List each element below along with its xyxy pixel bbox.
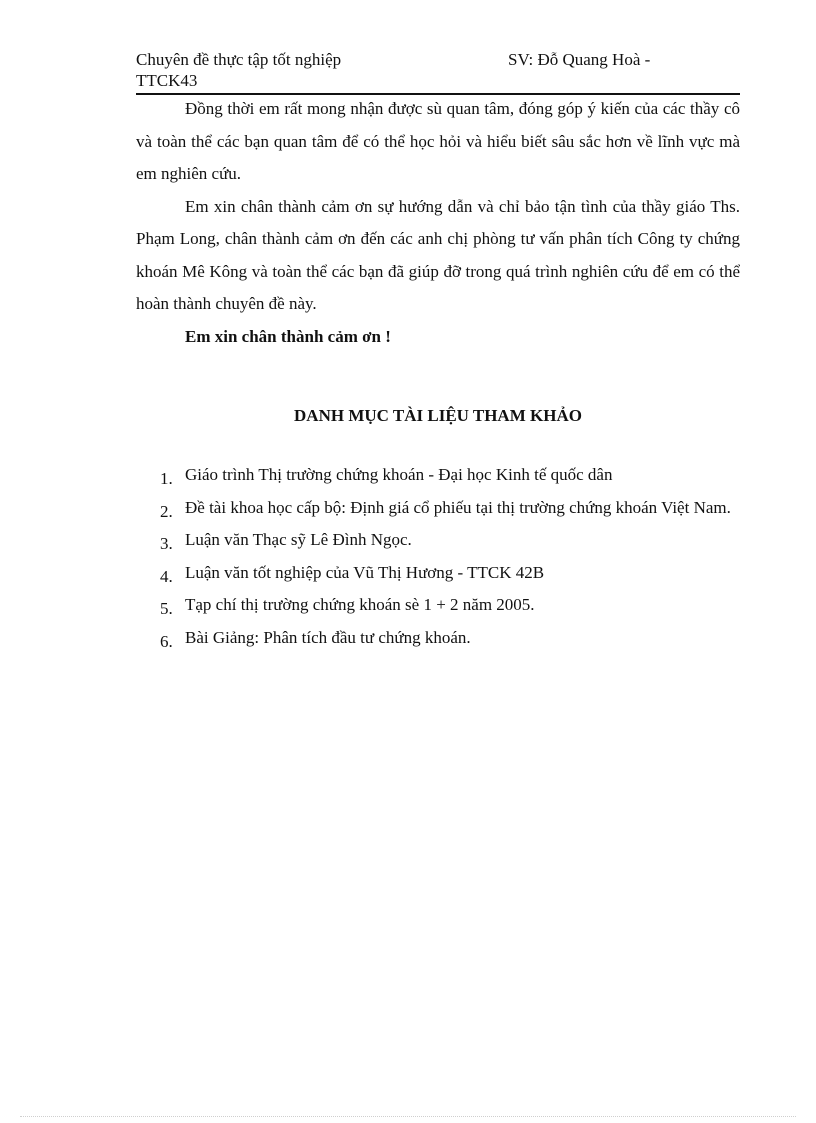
paragraph: Em xin chân thành cảm ơn sự hướng dẫn và chỉ bảo tận tình của thầy giáo Ths. Phạm Long, chân thành cảm ơn đến các anh chị phòng tư vấn phân tích Công ty chứng khoán Mê Kông và toàn thể các bạn đã giúp đỡ trong quá trình nghiên cứu để em có thể hoàn thành chuyên đề này. [136,196,740,313]
header-title-line2: TTCK43 [136,71,198,90]
reference-text: Luận văn Thạc sỹ Lê Đình Ngọc. [185,530,412,549]
reference-text: Đề tài khoa học cấp bộ: Định giá cổ phiếu tại thị trường chứng khoán Việt Nam. [185,497,731,517]
thanks-line: Em xin chân thành cảm ơn ! [185,326,391,346]
reference-text: Bài Giảng: Phân tích đầu tư chứng khoán. [185,627,471,647]
reference-item [136,622,740,655]
reference-text: Giáo trình Thị trường chứng khoán - Đại học Kinh tế quốc dân [185,465,613,484]
header-title-line1: Chuyên đề thực tập tốt nghiệp [136,50,342,69]
reference-text: Luận văn tốt nghiệp của Vũ Thị Hương - TTCK 42B [185,562,545,582]
reference-number: 3. [160,534,173,553]
reference-text: Tạp chí thị trường chứng khoán sè 1 + 2 năm 2005. [185,595,535,614]
header-student: SV: Đỗ Quang Hoà - [508,50,651,69]
reference-number: 4. [160,566,173,586]
page-bottom-divider [20,1116,796,1117]
reference-item [136,459,740,492]
header-title [136,49,341,91]
page-header [136,49,740,95]
references-title: DANH MỤC TÀI LIỆU THAM KHẢO [294,406,582,425]
reference-number: 6. [160,631,173,651]
reference-number: 5. [160,599,173,618]
references-list [136,459,740,654]
reference-number: 1. [160,469,173,488]
paragraph: Đồng thời em rất mong nhận được sù quan tâm, đóng góp ý kiến của các thầy cô và toàn thể các bạn quan tâm để có thể học hỏi và hiểu biết sâu sắc hơn về lĩnh vực mà em nghiên cứu. [136,99,740,183]
reference-item [136,524,740,557]
reference-item [136,557,740,590]
body-text [136,93,740,353]
reference-item [136,589,740,622]
reference-item [136,492,740,525]
reference-number: 2. [160,501,173,521]
